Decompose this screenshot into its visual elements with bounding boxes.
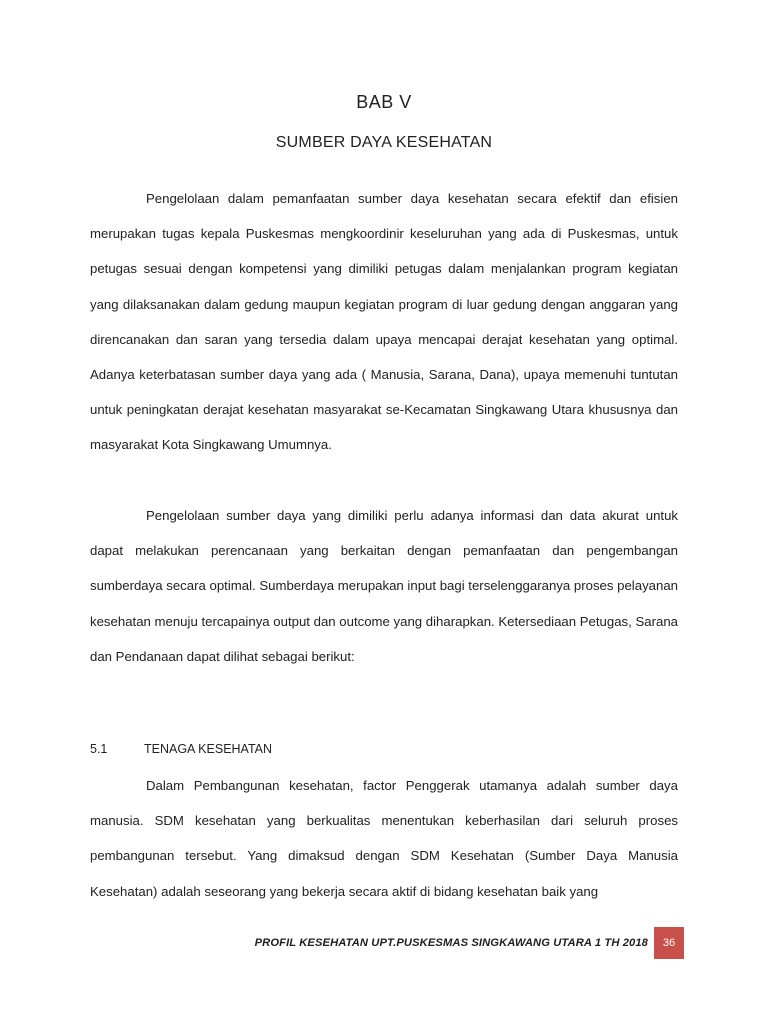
paragraph-resource-management: Pengelolaan dalam pemanfaatan sumber daya kesehatan secara efektif dan efisien merupakan tugas kepala Puskesmas mengkoordinir keseluruhan yang ada di Puskesmas, untuk petugas sesuai dengan kompetensi yang dimiliki petugas dalam menjalankan program kegiatan yang dilaksanakan dalam gedung maupun kegiatan program di luar gedung dengan anggaran yang direncanakan dan saran yang tersedia dalam upaya mencapai derajat kesehatan yang optimal. Adanya keterbatasan sumber daya yang ada ( Manusia, Sarana, Dana), upaya memenuhi tuntutan untuk peningkatan derajat kesehatan masyarakat se-Kecamatan Singkawang Utara khususnya dan masyarakat Kota Singkawang Umumnya. [90, 191, 678, 453]
paragraph-health-workforce: Dalam Pembangunan kesehatan, factor Penggerak utamanya adalah sumber daya manusia. SDM kesehatan yang berkualitas menentukan keberhasilan dari seluruh proses pembangunan tersebut. Yang dimaksud dengan SDM Kesehatan (Sumber Daya Manusia Kesehatan) adalah seseorang yang bekerja secara aktif di bidang kesehatan baik yang [90, 778, 678, 899]
page-footer [90, 927, 684, 959]
page-number-badge: 36 [654, 927, 684, 959]
section-number: 5.1 [90, 742, 108, 756]
footer-title: PROFIL KESEHATAN UPT.PUSKESMAS SINGKAWANG UTARA 1 TH 2018 [254, 937, 648, 949]
paragraph-resource-information: Pengelolaan sumber daya yang dimiliki perlu adanya informasi dan data akurat untuk dapat melakukan perencanaan yang berkaitan dengan pemanfaatan dan pengembangan sumberdaya secara optimal. Sumberdaya merupakan input bagi terselenggaranya proses pelayanan kesehatan menuju tercapainya output dan outcome yang diharapkan. Ketersediaan Petugas, Sarana dan Pendanaan dapat dilihat sebagai berikut: [90, 508, 678, 664]
section-title: TENAGA KESEHATAN [144, 742, 273, 756]
section-heading [90, 742, 272, 756]
chapter-label: BAB V [356, 92, 412, 112]
chapter-title: SUMBER DAYA KESEHATAN [275, 134, 493, 151]
